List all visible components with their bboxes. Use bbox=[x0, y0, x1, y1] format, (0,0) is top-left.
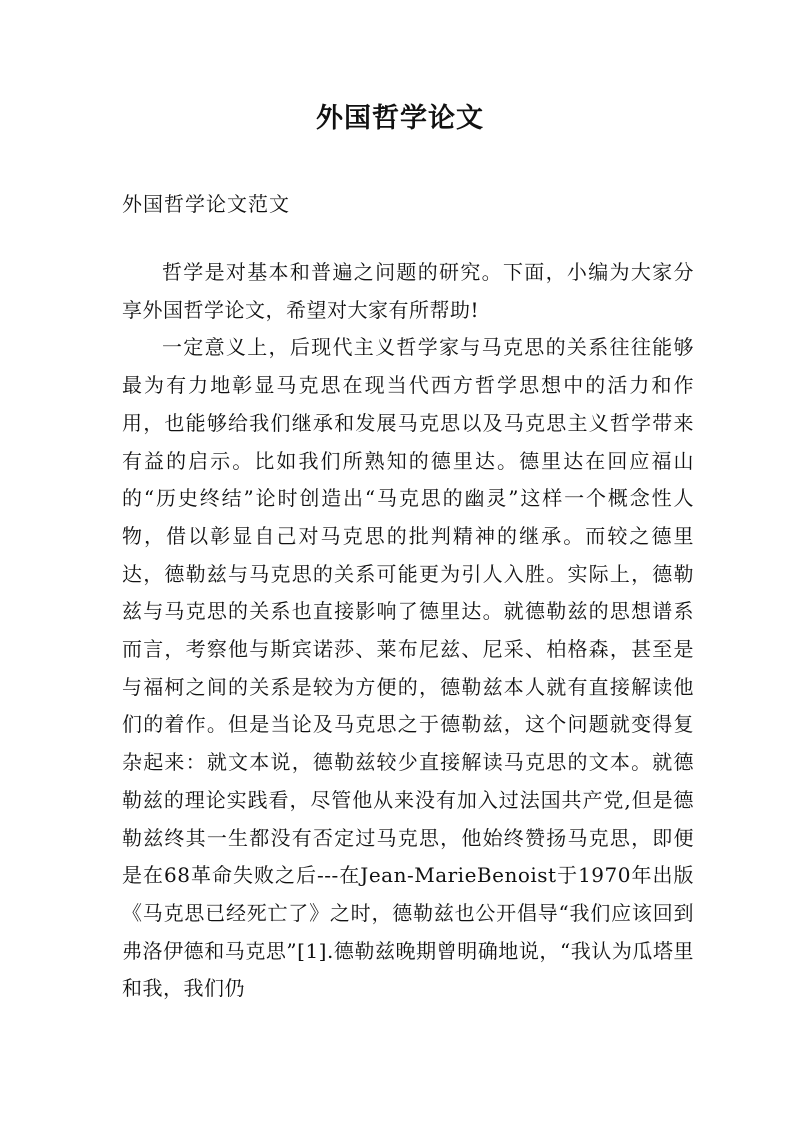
document-subtitle: 外国哲学论文范文 bbox=[122, 192, 290, 216]
document-title: 外国哲学论文 bbox=[316, 103, 484, 134]
document-body bbox=[122, 254, 694, 1008]
paragraph-intro: 哲学是对基本和普遍之问题的研究。下面，小编为大家分享外国哲学论文，希望对大家有所帮助! bbox=[122, 260, 694, 322]
paragraph-main: 一定意义上，后现代主义哲学家与马克思的关系往往能够最为有力地彰显马克思在现当代西方哲学思想中的活力和作用，也能够给我们继承和发展马克思以及马克思主义哲学带来有益的启示。比如我们所熟知的德里达。德里达在回应福山的“历史终结”论时创造出“马克思的幽灵”这样一个概念性人物，借以彰显自己对马克思的批判精神的继承。而较之德里达，德勒兹与马克思的关系可能更为引人入胜。实际上，德勒兹与马克思的关系也直接影响了德里达。就德勒兹的思想谱系而言，考察他与斯宾诺莎、莱布尼兹、尼采、柏格森，甚至是与福柯之间的关系是较为方便的，德勒兹本人就有直接解读他们的着作。但是当论及马克思之于德勒兹，这个问题就变得复杂起来：就文本说，德勒兹较少直接解读马克思的文本。就德勒兹的理论实践看，尽管他从来没有加入过法国共产党,但是德勒兹终其一生都没有否定过马克思，他始终赞扬马克思，即便是在68革命失败之后---在Jean-MarieBenoist于1970年出版《马克思已经死亡了》之时，德勒兹也公开倡导“我们应该回到弗洛伊德和马克思”[1].德勒兹晚期曾明确地说，“我认为瓜塔里和我，我们仍 bbox=[122, 335, 694, 1001]
